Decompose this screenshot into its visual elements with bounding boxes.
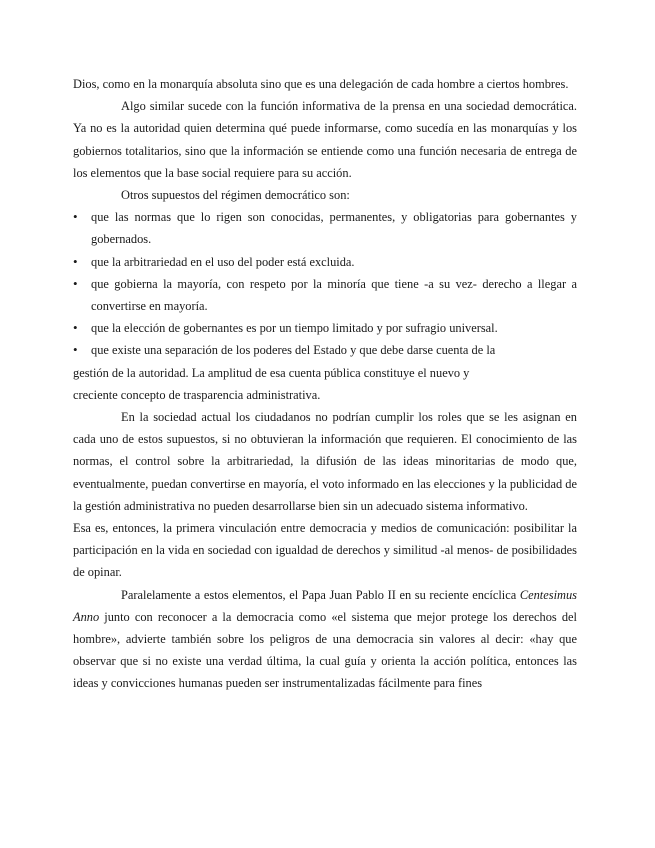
list-item: • que las normas que lo rigen son conocidas, permanentes, y obligatorias para gobernantes y gobernados.: [73, 206, 577, 250]
paragraph-4-line-1: gestión de la autoridad. La amplitud de esa cuenta pública constituye el nuevo y: [73, 365, 470, 380]
bullet-list: [73, 206, 577, 361]
paragraph-7: [73, 584, 577, 695]
paragraph-4-line-2: creciente concepto de trasparencia administrativa.: [73, 387, 321, 402]
paragraph-7-start: Paralelamente a estos elementos, el Papa Juan Pablo II en su reciente encíclica: [121, 587, 517, 602]
paragraph-5: En la sociedad actual los ciudadanos no podrían cumplir los roles que se les asignan en cada uno de estos supuestos, si no obtuvieran la información que requieren. El conocimiento de las normas, el control sobre la arbitrariedad, la difusión de las ideas minoritarias de modo que, eventualmente, puedan convertirse en mayoría, el voto informado en las elecciones y la publicidad de la gestión administrativa no pueden desarrollarse bien sin un adecuado sistema informativo.: [73, 410, 577, 513]
paragraph-7-rest: junto con reconocer a la democracia como «el sistema que mejor protege los derechos del hombre», advierte también sobre los peligros de una democracia sin valores al decir: «hay que observar que si no existe una verdad última, la cual guía y orienta la acción política, entonces las ideas y convicciones humanas pueden ser instrumentalizadas fácilmente para fines: [73, 609, 577, 691]
encyclical-title: Centesimus Anno: [73, 587, 577, 624]
paragraph-6: Esa es, entonces, la primera vinculación entre democracia y medios de comunicación: posibilitar la participación en la vida en sociedad con igualdad de derechos y similitud -al menos- de posibilidades de opinar.: [73, 521, 577, 580]
list-item: • que la arbitrariedad en el uso del poder está excluida.: [73, 251, 577, 273]
paragraph-1: Dios, como en la monarquía absoluta sino que es una delegación de cada hombre a ciertos hombres.: [73, 77, 569, 91]
list-item: • que existe una separación de los poderes del Estado y que debe darse cuenta de la: [73, 339, 577, 361]
paragraph-2: Algo similar sucede con la función informativa de la prensa en una sociedad democrática. Ya no es la autoridad quien determina qué puede informarse, como sucedía en las monarquías y los gobiernos totalitarios, sino que la información se entiende como una función necesaria de entrega de los elementos que la base social requiere para su acción.: [73, 99, 577, 180]
list-item: • que la elección de gobernantes es por un tiempo limitado y por sufragio universal.: [73, 317, 577, 339]
paragraph-3: Otros supuestos del régimen democrático son:: [121, 188, 350, 203]
list-item: • que gobierna la mayoría, con respeto por la minoría que tiene -a su vez- derecho a llegar a convertirse en mayoría.: [73, 273, 577, 317]
